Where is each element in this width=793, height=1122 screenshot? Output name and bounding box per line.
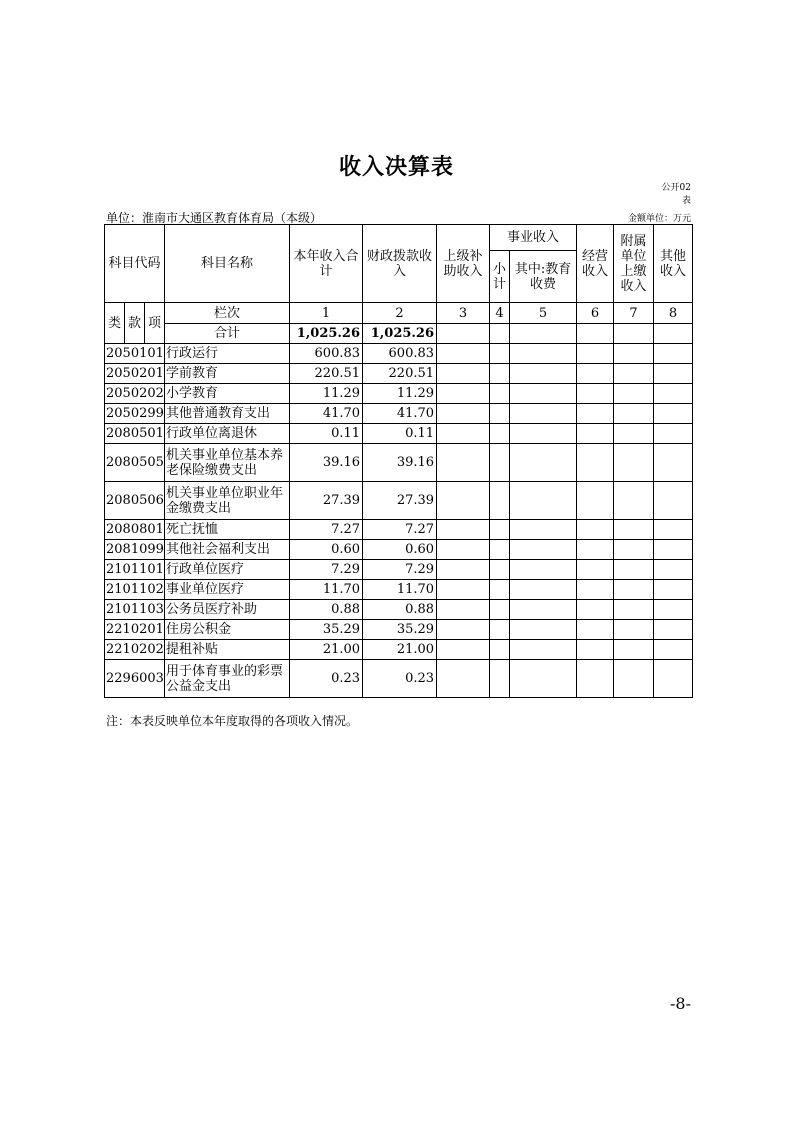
col-no-4: 4: [490, 303, 510, 324]
subject-code: 2101103: [105, 600, 165, 620]
empty-cell: [490, 384, 510, 404]
annual-total-value: 0.23: [290, 660, 363, 698]
annual-total-value: 21.00: [290, 640, 363, 660]
empty-cell: [510, 404, 577, 424]
subject-name: 公务员医疗补助: [165, 600, 290, 620]
fiscal-value: 39.16: [363, 444, 437, 482]
subject-code: 2081099: [105, 540, 165, 560]
subject-name: 住房公积金: [165, 620, 290, 640]
annual-total-value: 220.51: [290, 364, 363, 384]
header-superior-subsidy: 上级补助收入: [437, 225, 490, 303]
subject-code: 2101102: [105, 580, 165, 600]
table-row: [105, 404, 693, 424]
empty-cell: [614, 344, 654, 364]
annual-total-value: 0.88: [290, 600, 363, 620]
form-code: 公开02表: [661, 183, 691, 206]
empty-cell: [577, 520, 614, 540]
empty-cell: [614, 364, 654, 384]
empty-cell: [614, 482, 654, 520]
empty-cell: [577, 424, 614, 444]
header-kuan: 款: [125, 303, 145, 344]
header-column-no: 栏次: [165, 303, 290, 324]
subject-code: 2101101: [105, 560, 165, 580]
fiscal-value: 11.29: [363, 384, 437, 404]
empty-cell: [437, 482, 490, 520]
table-row: [105, 620, 693, 640]
empty-cell: [510, 640, 577, 660]
empty-cell: [614, 540, 654, 560]
subject-code: 2050202: [105, 384, 165, 404]
empty-cell: [577, 640, 614, 660]
subject-code: 2080506: [105, 482, 165, 520]
empty-cell: [490, 660, 510, 698]
empty-cell: [614, 560, 654, 580]
header-fiscal-allocation: 财政拨款收入: [363, 225, 437, 303]
empty-cell: [437, 520, 490, 540]
empty-cell: [437, 344, 490, 364]
subject-name: 行政单位离退休: [165, 424, 290, 444]
table-row: [105, 600, 693, 620]
header-operating-income: 经营收入: [577, 225, 614, 303]
annual-total-value: 0.11: [290, 424, 363, 444]
empty-cell: [577, 540, 614, 560]
empty-cell: [437, 600, 490, 620]
subject-code: 2080801: [105, 520, 165, 540]
empty-cell: [614, 580, 654, 600]
empty-cell: [654, 364, 693, 384]
header-annual-total: 本年收入合计: [290, 225, 363, 303]
empty-cell: [437, 620, 490, 640]
subject-name: 机关事业单位职业年金缴费支出: [165, 482, 290, 520]
empty-cell: [654, 580, 693, 600]
fiscal-value: 11.70: [363, 580, 437, 600]
annual-total-value: 11.29: [290, 384, 363, 404]
subject-code: 2296003: [105, 660, 165, 698]
empty-cell: [490, 520, 510, 540]
empty-cell: [510, 444, 577, 482]
table-row: [105, 580, 693, 600]
header-other-income: 其他收入: [654, 225, 693, 303]
empty-cell: [437, 404, 490, 424]
empty-cell: [490, 640, 510, 660]
subject-name: 学前教育: [165, 364, 290, 384]
col-no-1: 1: [290, 303, 363, 324]
fiscal-value: 7.27: [363, 520, 437, 540]
empty-cell: [654, 620, 693, 640]
fiscal-value: 41.70: [363, 404, 437, 424]
empty-cell: [577, 384, 614, 404]
subject-name: 其他普通教育支出: [165, 404, 290, 424]
empty-cell: [654, 640, 693, 660]
empty-cell: [510, 560, 577, 580]
fiscal-value: 7.29: [363, 560, 437, 580]
table-row: [105, 540, 693, 560]
empty-cell: [577, 600, 614, 620]
fiscal-value: 0.88: [363, 600, 437, 620]
empty-cell: [437, 660, 490, 698]
subject-name: 死亡抚恤: [165, 520, 290, 540]
empty-cell: [490, 580, 510, 600]
empty-cell: [577, 560, 614, 580]
fiscal-value: 0.11: [363, 424, 437, 444]
empty-cell: [654, 482, 693, 520]
subject-code: 2210202: [105, 640, 165, 660]
subject-name: 事业单位医疗: [165, 580, 290, 600]
empty-cell: [654, 444, 693, 482]
empty-cell: [510, 540, 577, 560]
subject-name: 提租补贴: [165, 640, 290, 660]
empty-cell: [490, 600, 510, 620]
header-business-income: 事业收入: [490, 225, 577, 251]
empty-cell: [490, 424, 510, 444]
empty-cell: [437, 364, 490, 384]
empty-cell: [614, 520, 654, 540]
empty-cell: [437, 560, 490, 580]
subject-name: 机关事业单位基本养老保险缴费支出: [165, 444, 290, 482]
subject-name: 小学教育: [165, 384, 290, 404]
empty-cell: [510, 364, 577, 384]
fiscal-value: 0.23: [363, 660, 437, 698]
empty-cell: [510, 482, 577, 520]
amount-unit: 金额单位：万元: [627, 214, 691, 224]
empty-cell: [510, 424, 577, 444]
table-row: [105, 560, 693, 580]
subject-code: 2080505: [105, 444, 165, 482]
total-fiscal: 1,025.26: [363, 324, 437, 344]
empty-cell: [510, 660, 577, 698]
table-row: [105, 364, 693, 384]
empty-cell: [437, 640, 490, 660]
empty-cell: [510, 520, 577, 540]
empty-cell: [490, 344, 510, 364]
annual-total-value: 35.29: [290, 620, 363, 640]
empty-cell: [510, 600, 577, 620]
empty-cell: [490, 540, 510, 560]
empty-cell: [577, 404, 614, 424]
empty-cell: [490, 444, 510, 482]
header-education-fee: 其中:教育收费: [510, 251, 577, 303]
annual-total-value: 11.70: [290, 580, 363, 600]
empty-cell: [510, 344, 577, 364]
annual-total-value: 0.60: [290, 540, 363, 560]
empty-cell: [577, 482, 614, 520]
empty-cell: [437, 384, 490, 404]
empty-cell: [614, 600, 654, 620]
empty-cell: [437, 540, 490, 560]
annual-total-value: 39.16: [290, 444, 363, 482]
header-xiang: 项: [145, 303, 165, 344]
empty-cell: [654, 520, 693, 540]
col-no-3: 3: [437, 303, 490, 324]
annual-total-value: 27.39: [290, 482, 363, 520]
empty-cell: [577, 344, 614, 364]
table-row: [105, 344, 693, 364]
empty-cell: [654, 344, 693, 364]
subject-name: 用于体育事业的彩票公益金支出: [165, 660, 290, 698]
col-no-8: 8: [654, 303, 693, 324]
empty-cell: [614, 384, 654, 404]
table-row: [105, 482, 693, 520]
col-no-7: 7: [614, 303, 654, 324]
empty-cell: [510, 620, 577, 640]
empty-cell: [654, 600, 693, 620]
fiscal-value: 27.39: [363, 482, 437, 520]
annual-total-value: 7.29: [290, 560, 363, 580]
table-note: 注：本表反映单位本年度取得的各项收入情况。: [106, 714, 359, 728]
fiscal-value: 35.29: [363, 620, 437, 640]
empty-cell: [654, 424, 693, 444]
empty-cell: [577, 660, 614, 698]
empty-cell: [510, 384, 577, 404]
empty-cell: [437, 424, 490, 444]
fiscal-value: 21.00: [363, 640, 437, 660]
header-subtotal: 小计: [490, 251, 510, 303]
table-row: [105, 640, 693, 660]
annual-total-value: 7.27: [290, 520, 363, 540]
col-no-5: 5: [510, 303, 577, 324]
subject-code: 2050299: [105, 404, 165, 424]
col-no-2: 2: [363, 303, 437, 324]
empty-cell: [614, 660, 654, 698]
col-no-6: 6: [577, 303, 614, 324]
subject-code: 2080501: [105, 424, 165, 444]
table-row: [105, 520, 693, 540]
empty-cell: [614, 444, 654, 482]
subject-code: 2210201: [105, 620, 165, 640]
subject-name: 行政运行: [165, 344, 290, 364]
header-subject-code: 科目代码: [105, 225, 165, 303]
empty-cell: [437, 580, 490, 600]
empty-cell: [510, 580, 577, 600]
income-table: [104, 224, 693, 698]
table-row: [105, 660, 693, 698]
empty-cell: [577, 620, 614, 640]
fiscal-value: 600.83: [363, 344, 437, 364]
table-row: [105, 444, 693, 482]
unit-label: 单位：淮南市大通区教育体育局（本级）: [106, 211, 323, 225]
page-title: 收入决算表: [338, 155, 454, 180]
header-subject-name: 科目名称: [165, 225, 290, 303]
empty-cell: [614, 404, 654, 424]
empty-cell: [614, 424, 654, 444]
table-row: [105, 384, 693, 404]
empty-cell: [577, 364, 614, 384]
subject-code: 2050101: [105, 344, 165, 364]
total-row: [105, 324, 693, 344]
fiscal-value: 220.51: [363, 364, 437, 384]
empty-cell: [437, 444, 490, 482]
empty-cell: [654, 384, 693, 404]
table-row: [105, 424, 693, 444]
empty-cell: [654, 560, 693, 580]
empty-cell: [490, 620, 510, 640]
annual-total-value: 600.83: [290, 344, 363, 364]
empty-cell: [614, 620, 654, 640]
subject-name: 行政单位医疗: [165, 560, 290, 580]
empty-cell: [490, 482, 510, 520]
empty-cell: [654, 660, 693, 698]
page-number: -8-: [670, 994, 691, 1013]
header-affiliated-income: 附属单位上缴收入: [614, 225, 654, 303]
empty-cell: [490, 364, 510, 384]
header-lei: 类: [105, 303, 125, 344]
subject-name: 其他社会福利支出: [165, 540, 290, 560]
subject-code: 2050201: [105, 364, 165, 384]
empty-cell: [490, 560, 510, 580]
empty-cell: [490, 404, 510, 424]
empty-cell: [654, 404, 693, 424]
empty-cell: [654, 540, 693, 560]
total-annual: 1,025.26: [290, 324, 363, 344]
fiscal-value: 0.60: [363, 540, 437, 560]
annual-total-value: 41.70: [290, 404, 363, 424]
empty-cell: [577, 444, 614, 482]
empty-cell: [577, 580, 614, 600]
empty-cell: [614, 640, 654, 660]
total-label: 合计: [165, 324, 290, 344]
